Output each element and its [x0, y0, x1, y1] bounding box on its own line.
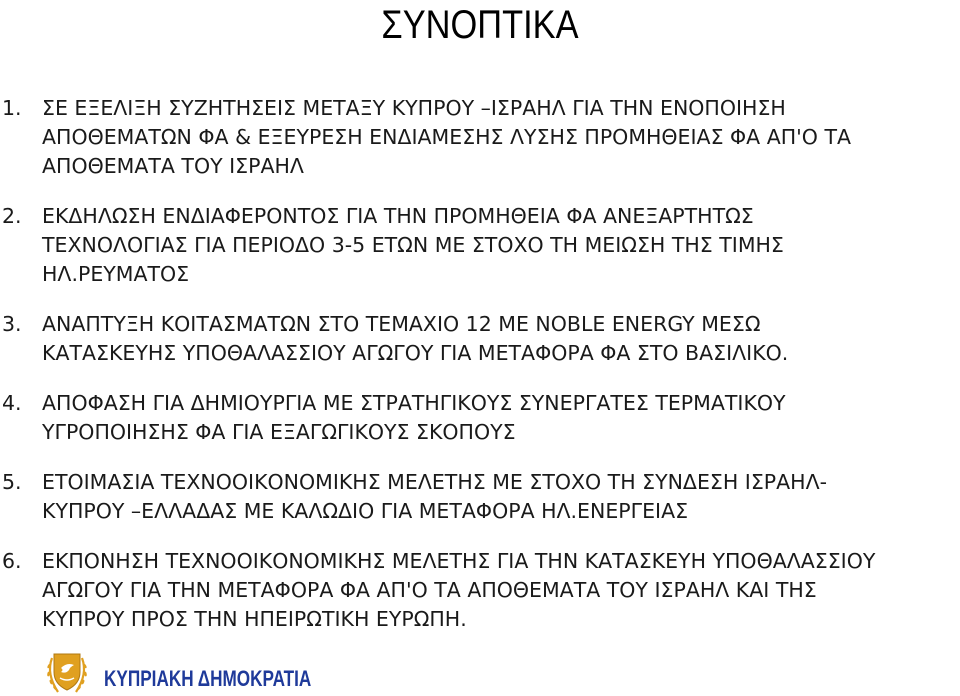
item-line: ΚΥΠΡΟΥ ΠΡΟΣ ΤΗΝ ΗΠΕΙΡΩΤΙΚΗ ΕΥΡΩΠΗ. — [42, 607, 467, 631]
item-line: ΗΛ.ΡΕΥΜΑΤΟΣ — [42, 262, 190, 286]
item-list — [0, 94, 960, 655]
item-text — [42, 389, 960, 447]
list-item-4 — [0, 389, 960, 447]
item-text — [42, 202, 960, 289]
item-number: 1. — [2, 96, 22, 120]
item-number: 5. — [2, 470, 22, 494]
list-item-5 — [0, 468, 960, 526]
item-line: ΑΠΟΦΑΣΗ ΓΙΑ ΔΗΜΙΟΥΡΓΙΑ ΜΕ ΣΤΡΑΤΗΓΙΚΟΥΣ ΣΥΝΕΡΓΑΤΕΣ ΤΕΡΜΑΤΙΚΟΥ — [42, 391, 786, 415]
list-item-3 — [0, 310, 960, 368]
item-line: ΑΠΟΘΕΜΑΤΩΝ ΦΑ & ΕΞΕΥΡΕΣΗ ΕΝΔΙΑΜΕΣΗΣ ΛΥΣΗΣ ΠΡΟΜΗΘΕΙΑΣ ΦΑ ΑΠ'Ο ΤΑ — [42, 125, 851, 149]
item-line: ΑΠΟΘΕΜΑΤΑ ΤΟΥ ΙΣΡΑΗΛ — [42, 154, 304, 178]
item-line: ΑΝΑΠΤΥΞΗ ΚΟΙΤΑΣΜΑΤΩΝ ΣΤΟ ΤΕΜΑΧΙΟ 12 ΜΕ NOBLE ENERGY ΜΕΣΩ — [42, 312, 761, 336]
item-line: ΚΥΠΡΟΥ –ΕΛΛΑΔΑΣ ΜΕ ΚΑΛΩΔΙΟ ΓΙΑ ΜΕΤΑΦΟΡΑ ΗΛ.ΕΝΕΡΓΕΙΑΣ — [42, 499, 689, 523]
item-number: 2. — [2, 204, 22, 228]
item-line: ΕΚΠΟΝΗΣΗ ΤΕΧΝΟΟΙΚΟΝΟΜΙΚΗΣ ΜΕΛΕΤΗΣ ΓΙΑ ΤΗΝ ΚΑΤΑΣΚΕΥΗ ΥΠΟΘΑΛΑΣΣΙΟΥ — [42, 549, 876, 573]
item-text — [42, 310, 960, 368]
item-text — [42, 468, 960, 526]
list-item-1 — [0, 94, 960, 181]
item-number: 6. — [2, 549, 22, 573]
list-item-2 — [0, 202, 960, 289]
list-item-6 — [0, 547, 960, 634]
item-line: ΣΕ ΕΞΕΛΙΞΗ ΣΥΖΗΤΗΣΕΙΣ ΜΕΤΑΞΥ ΚΥΠΡΟΥ –ΙΣΡΑΗΛ ΓΙΑ ΤΗΝ ΕΝΟΠΟΙΗΣΗ — [42, 96, 786, 120]
item-number: 4. — [2, 391, 22, 415]
item-line: ΕΤΟΙΜΑΣΙΑ ΤΕΧΝΟΟΙΚΟΝΟΜΙΚΗΣ ΜΕΛΕΤΗΣ ΜΕ ΣΤΟΧΟ ΤΗ ΣΥΝΔΕΣΗ ΙΣΡΑΗΛ- — [42, 470, 828, 494]
footer — [44, 644, 444, 696]
item-line: ΤΕΧΝΟΛΟΓΙΑΣ ΓΙΑ ΠΕΡΙΟΔΟ 3-5 ΕΤΩΝ ΜΕ ΣΤΟΧΟ ΤΗ ΜΕΙΩΣΗ ΤΗΣ ΤΙΜΗΣ — [42, 233, 784, 257]
item-line: ΑΓΩΓΟΥ ΓΙΑ ΤΗΝ ΜΕΤΑΦΟΡΑ ΦΑ ΑΠ'Ο ΤΑ ΑΠΟΘΕΜΑΤΑ ΤΟΥ ΙΣΡΑΗΛ ΚΑΙ ΤΗΣ — [42, 578, 817, 602]
item-line: ΥΓΡΟΠΟΙΗΣΗΣ ΦΑ ΓΙΑ ΕΞΑΓΩΓΙΚΟΥΣ ΣΚΟΠΟΥΣ — [42, 420, 516, 444]
cyprus-coat-of-arms-icon — [44, 648, 90, 696]
slide-title: ΣΥΝΟΠΤΙΚΑ — [381, 3, 579, 47]
item-text — [42, 94, 960, 181]
item-number: 3. — [2, 312, 22, 336]
item-line: ΕΚΔΗΛΩΣΗ ΕΝΔΙΑΦΕΡΟΝΤΟΣ ΓΙΑ ΤΗΝ ΠΡΟΜΗΘΕΙΑ ΦΑ ΑΝΕΞΑΡΤΗΤΩΣ — [42, 204, 754, 228]
item-text — [42, 547, 960, 634]
organization-name: ΚΥΠΡΙΑΚΗ ΔΗΜΟΚΡΑΤΙΑ — [104, 666, 312, 691]
item-line: ΚΑΤΑΣΚΕΥΗΣ ΥΠΟΘΑΛΑΣΣΙΟΥ ΑΓΩΓΟΥ ΓΙΑ ΜΕΤΑΦΟΡΑ ΦΑ ΣΤΟ ΒΑΣΙΛΙΚΟ. — [42, 341, 789, 365]
